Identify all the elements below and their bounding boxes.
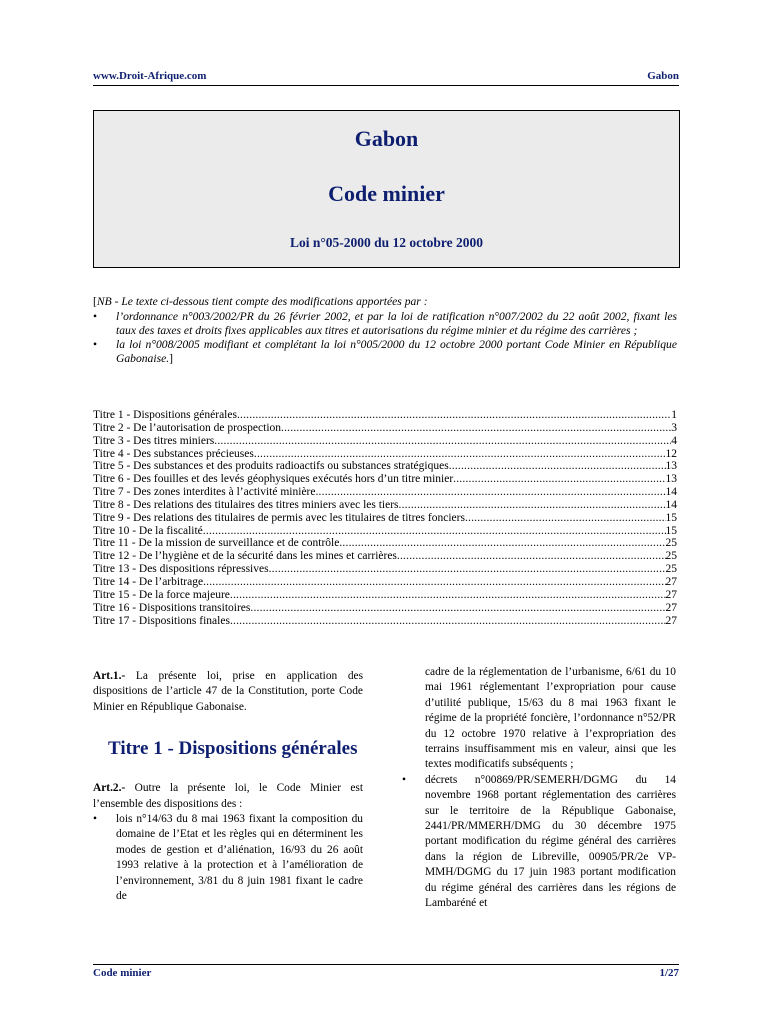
toc-entry[interactable] <box>93 486 677 499</box>
note-list <box>93 310 677 366</box>
toc-leader-dots <box>230 615 666 628</box>
toc-entry-page: 14 <box>665 498 677 511</box>
toc-entry[interactable] <box>93 525 677 538</box>
toc-entry[interactable] <box>93 460 677 473</box>
toc-leader-dots <box>250 602 665 615</box>
toc-leader-dots <box>214 435 671 448</box>
toc-entry-label: Titre 2 - De l’autorisation de prospection <box>93 421 282 434</box>
toc-entry-label: Titre 6 - Des fouilles et des levés géophysiques exécutés hors d’un titre minier <box>93 473 454 486</box>
toc-entry[interactable] <box>93 409 677 422</box>
article-label: Art.1.- <box>93 670 126 682</box>
toc-leader-dots <box>269 563 666 576</box>
toc-entry-label: Titre 14 - De l’arbitrage <box>93 575 204 588</box>
note-item: • l’ordonnance n°003/2002/PR du 26 février 2002, et par la loi de ratification n°007/2002 du 22 août 2002, fixant les taux des taxes et droits fixes applicables aux titres et autorisations du régime minier et du régime des carrières ; <box>93 309 677 337</box>
bullet-icon: • <box>93 813 97 826</box>
list-item: • décrets n°00869/PR/SEMERH/DGMG du 14 novembre 1968 portant réglementation des carrières sur le territoire de la République Gabonaise, 2441/PR/MMERH/DMG du 30 décembre 1975 portant modification du régime général des carrières dans la région de Libreville, 00905/PR/2e VP-MMH/DGMG du 17 juin 1983 portant modification du régime général des carrières dans les régions de Lambaréné et <box>402 773 676 910</box>
article-1: Art.1.- La présente loi, prise en application des dispositions de l’article 47 de la Constitution, porte Code Minier en République Gabonaise. <box>93 670 363 713</box>
toc-entry-page: 13 <box>665 473 677 486</box>
toc-leader-dots <box>315 486 665 499</box>
toc-entry[interactable] <box>93 448 677 461</box>
table-of-contents <box>93 409 677 627</box>
toc-leader-dots <box>339 537 665 550</box>
provisions-list <box>402 773 676 912</box>
toc-entry-page: 25 <box>665 537 677 550</box>
toc-entry-page: 15 <box>665 511 677 524</box>
toc-entry-page: 27 <box>665 588 677 601</box>
title-box <box>93 110 680 268</box>
toc-entry-label: Titre 3 - Des titres miniers <box>93 434 215 447</box>
toc-entry[interactable] <box>93 499 677 512</box>
toc-entry-page: 13 <box>665 460 677 473</box>
toc-leader-dots <box>203 525 666 538</box>
toc-entry-page: 15 <box>665 524 677 537</box>
toc-entry-label: Titre 5 - Des substances et des produits radioactifs ou substances stratégiques <box>93 460 449 473</box>
toc-entry[interactable] <box>93 435 677 448</box>
article-label: Art.2.- <box>93 782 126 795</box>
toc-leader-dots <box>397 550 666 563</box>
toc-entry-page: 4 <box>671 434 677 447</box>
toc-entry[interactable] <box>93 422 677 435</box>
toc-entry-label: Titre 7 - Des zones interdites à l’activité minière <box>93 486 316 499</box>
toc-entry-page: 25 <box>665 550 677 563</box>
left-column <box>93 669 363 904</box>
article-2: Art.2.- Outre la présente loi, le Code Minier est l’ensemble des dispositions des : <box>93 782 363 810</box>
doc-country: Gabon <box>354 126 419 151</box>
toc-leader-dots <box>281 422 671 435</box>
toc-entry-label: Titre 10 - De la fiscalité <box>93 524 203 537</box>
note-intro: [NB - Le texte ci-dessous tient compte des modifications apportées par : <box>93 295 428 308</box>
toc-entry-label: Titre 11 - De la mission de surveillance et de contrôle <box>93 537 340 550</box>
toc-leader-dots <box>453 473 665 486</box>
bullet-icon: • <box>93 337 98 351</box>
toc-entry[interactable] <box>93 473 677 486</box>
toc-entry-page: 3 <box>671 421 677 434</box>
bullet-icon: • <box>402 773 406 786</box>
toc-entry-label: Titre 1 - Dispositions générales <box>93 409 237 421</box>
toc-entry-page: 27 <box>665 575 677 588</box>
running-footer <box>93 964 679 980</box>
page-number: 1/27 <box>659 967 679 979</box>
toc-entry-label: Titre 4 - Des substances précieuses <box>93 447 254 460</box>
toc-leader-dots <box>254 448 666 461</box>
right-column <box>402 665 676 912</box>
toc-entry[interactable] <box>93 512 677 525</box>
toc-entry[interactable] <box>93 550 677 563</box>
toc-entry-label: Titre 9 - Des relations des titulaires de permis avec les titulaires de titres fonciers <box>93 511 465 524</box>
doc-subtitle: Loi n°05-2000 du 12 octobre 2000 <box>289 235 484 250</box>
toc-leader-dots <box>449 460 666 473</box>
header-site-link[interactable]: www.Droit-Afrique.com <box>93 70 207 82</box>
footer-title: Code minier <box>93 967 152 979</box>
provisions-list <box>93 812 363 904</box>
section-heading: Titre 1 - Dispositions générales <box>108 738 358 760</box>
list-item-continuation: cadre de la réglementation de l’urbanisme, 6/61 du 10 mai 1961 réglementant l’expropriation pour cause d’utilité publique, 15/63 du 8 mai 1963 fixant le régime de la propriété foncière, l’ordonnance n°52/PR du 12 octobre 1970 relative à l’expropriation des terrains insuffisamment mis en valeur, ainsi que les textes modificatifs subséquents ; <box>425 666 676 771</box>
toc-entry-page: 12 <box>665 447 677 460</box>
toc-leader-dots <box>230 589 666 602</box>
doc-title: Code minier <box>328 181 445 206</box>
bullet-icon: • <box>93 309 98 323</box>
note-item: • la loi n°008/2005 modifiant et complétant la loi n°005/2000 du 12 octobre 2000 portant Code Minier en République Gabonaise.] <box>93 337 677 365</box>
toc-entry-page: 27 <box>665 614 677 627</box>
toc-entry[interactable] <box>93 589 677 602</box>
toc-entry-label: Titre 13 - Des dispositions répressives <box>93 563 269 576</box>
toc-entry[interactable] <box>93 537 677 550</box>
modification-note <box>93 295 677 366</box>
toc-entry-page: 1 <box>671 409 677 421</box>
header-country: Gabon <box>647 70 679 82</box>
toc-entry[interactable] <box>93 602 677 615</box>
toc-entry-label: Titre 15 - De la force majeure <box>93 588 230 601</box>
toc-entry-page: 27 <box>665 601 677 614</box>
toc-entry-page: 25 <box>665 563 677 576</box>
toc-leader-dots <box>203 576 665 589</box>
toc-entry-label: Titre 17 - Dispositions finales <box>93 614 230 627</box>
toc-leader-dots <box>237 409 671 422</box>
toc-entry[interactable] <box>93 563 677 576</box>
toc-entry-page: 14 <box>665 486 677 499</box>
toc-leader-dots <box>465 512 666 525</box>
toc-entry-label: Titre 12 - De l’hygiène et de la sécurité dans les mines et carrières <box>93 550 397 563</box>
list-item: • lois n°14/63 du 8 mai 1963 fixant la composition du domaine de l’Etat et les règles qui en déterminent les modes de gestion et d’aliénation, 16/93 du 26 août 1993 relative à la protection et à l’amélioration de l’environnement, 3/81 du 8 juin 1981 fixant le cadre de <box>93 813 363 903</box>
toc-entry[interactable] <box>93 615 677 628</box>
toc-entry[interactable] <box>93 576 677 589</box>
toc-leader-dots <box>399 499 666 512</box>
running-header <box>93 70 679 86</box>
toc-entry-label: Titre 16 - Dispositions transitoires <box>93 601 251 614</box>
toc-entry-label: Titre 8 - Des relations des titulaires des titres miniers avec les tiers <box>93 498 399 511</box>
